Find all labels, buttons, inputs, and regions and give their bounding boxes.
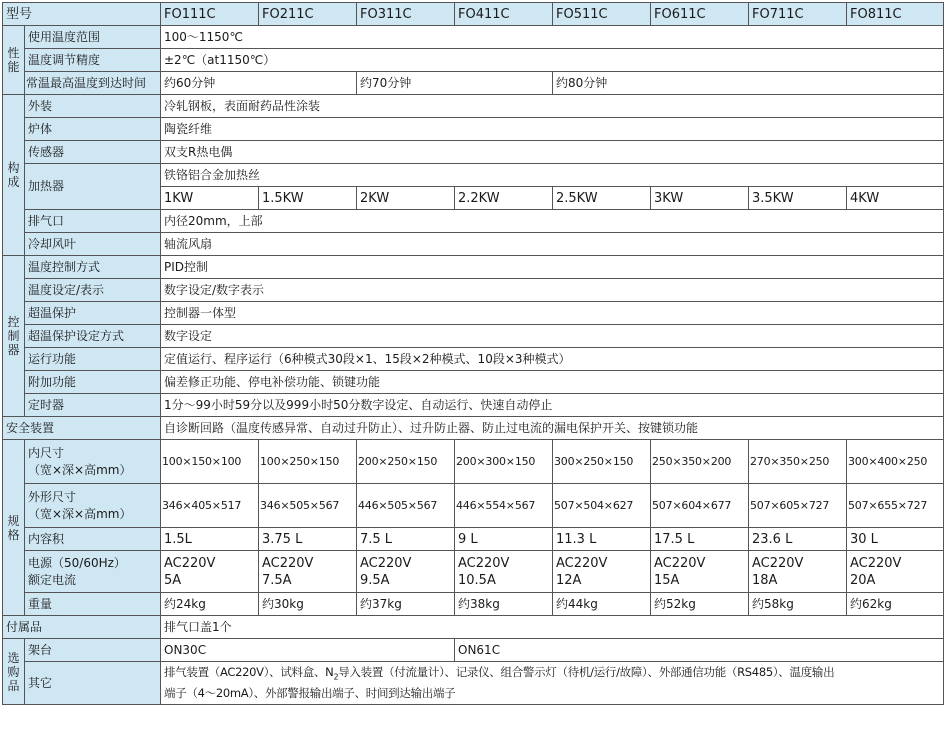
inner-size-cell: 200×300×150 <box>455 440 553 484</box>
inner-size-cell: 270×350×250 <box>749 440 847 484</box>
row-label: 内容积 <box>25 528 161 551</box>
row-label: 排气口 <box>25 210 161 233</box>
outer-size-cell: 346×505×567 <box>259 484 357 528</box>
table-row <box>3 325 944 348</box>
volume-cell: 3.75 L <box>259 528 357 551</box>
power-cell: AC220V 15A <box>651 551 749 593</box>
table-row <box>3 371 944 394</box>
row-value: PID控制 <box>161 256 944 279</box>
row-label <box>25 440 161 484</box>
outer-size-cell: 507×655×727 <box>847 484 944 528</box>
table-row <box>3 440 944 484</box>
table-row <box>3 95 944 118</box>
row-value: 排气口盖1个 <box>161 616 944 639</box>
row-label: 架台 <box>25 639 161 662</box>
power-cell: AC220V 7.5A <box>259 551 357 593</box>
table-row <box>3 302 944 325</box>
heater-power-cell: 1KW <box>161 187 259 210</box>
spec-table <box>2 2 944 705</box>
volume-cell: 11.3 L <box>553 528 651 551</box>
row-value: 自诊断回路（温度传感异常、自动过升防止）、过升防止器、防止过电流的漏电保护开关、按键锁功能 <box>161 417 944 440</box>
row-value: ON61C <box>455 639 944 662</box>
table-row <box>3 417 944 440</box>
weight-cell: 约38kg <box>455 593 553 616</box>
outer-size-cell: 507×504×627 <box>553 484 651 528</box>
heater-power-cell: 3.5KW <box>749 187 847 210</box>
model-cell: FO811C <box>847 3 944 26</box>
inner-size-cell: 100×250×150 <box>259 440 357 484</box>
model-cell: FO711C <box>749 3 847 26</box>
row-label <box>25 484 161 528</box>
row-label: 使用温度范围 <box>25 26 161 49</box>
outer-size-cell: 507×604×677 <box>651 484 749 528</box>
power-label: 电源（50/60Hz） <box>28 555 126 570</box>
weight-cell: 约30kg <box>259 593 357 616</box>
table-row <box>3 72 944 95</box>
row-value: 内径20mm，上部 <box>161 210 944 233</box>
row-label: 安全装置 <box>3 417 161 440</box>
inner-size-cell: 300×250×150 <box>553 440 651 484</box>
table-row <box>3 49 944 72</box>
row-label: 传感器 <box>25 141 161 164</box>
heater-power-cell: 2.2KW <box>455 187 553 210</box>
row-value: 定值运行、程序运行（6种模式30段×1、15段×2种模式、10段×3种模式） <box>161 348 944 371</box>
row-label: 定时器 <box>25 394 161 417</box>
outer-size-cell: 346×405×517 <box>161 484 259 528</box>
outer-size-unit: （宽×深×高mm） <box>28 506 132 521</box>
power-cell: AC220V 10.5A <box>455 551 553 593</box>
volume-cell: 9 L <box>455 528 553 551</box>
row-label: 冷却风叶 <box>25 233 161 256</box>
weight-cell: 约58kg <box>749 593 847 616</box>
inner-size-label: 内尺寸 <box>28 445 65 460</box>
outer-size-label: 外形尺寸 <box>28 489 77 504</box>
header-row <box>3 3 944 26</box>
model-cell: FO211C <box>259 3 357 26</box>
group-performance: 性能 <box>3 26 25 95</box>
row-value: 约60分钟 <box>161 72 357 95</box>
row-label: 附加功能 <box>25 371 161 394</box>
row-value: 约80分钟 <box>553 72 944 95</box>
volume-cell: 1.5L <box>161 528 259 551</box>
heater-power-cell: 3KW <box>651 187 749 210</box>
row-value: 数字设定 <box>161 325 944 348</box>
table-row <box>3 210 944 233</box>
heater-power-cell: 4KW <box>847 187 944 210</box>
row-value: 陶瓷纤维 <box>161 118 944 141</box>
power-cell: AC220V 20A <box>847 551 944 593</box>
row-label: 超温保护设定方式 <box>25 325 161 348</box>
inner-size-unit: （宽×深×高mm） <box>28 462 132 477</box>
row-label: 常温最高温度到达时间 <box>25 72 161 95</box>
row-label: 其它 <box>25 662 161 705</box>
row-value: 数字设定/数字表示 <box>161 279 944 302</box>
model-cell: FO311C <box>357 3 455 26</box>
inner-size-cell: 100×150×100 <box>161 440 259 484</box>
row-value: 双支R热电偶 <box>161 141 944 164</box>
row-value: 100～1150℃ <box>161 26 944 49</box>
weight-cell: 约44kg <box>553 593 651 616</box>
row-value: 冷轧钢板，表面耐药品性涂装 <box>161 95 944 118</box>
table-row <box>3 141 944 164</box>
group-specs: 规格 <box>3 440 25 616</box>
table-row <box>3 394 944 417</box>
volume-cell: 23.6 L <box>749 528 847 551</box>
row-label: 超温保护 <box>25 302 161 325</box>
row-value: 偏差修正功能、停电补偿功能、锁键功能 <box>161 371 944 394</box>
outer-size-cell: 446×554×567 <box>455 484 553 528</box>
table-row <box>3 639 944 662</box>
table-row <box>3 279 944 302</box>
row-value: 控制器一体型 <box>161 302 944 325</box>
current-label: 额定电流 <box>28 572 77 587</box>
row-value: 轴流风扇 <box>161 233 944 256</box>
weight-cell: 约24kg <box>161 593 259 616</box>
heater-power-cell: 2.5KW <box>553 187 651 210</box>
model-cell: FO511C <box>553 3 651 26</box>
model-cell: FO611C <box>651 3 749 26</box>
table-row <box>3 551 944 593</box>
power-cell: AC220V 9.5A <box>357 551 455 593</box>
row-label: 外装 <box>25 95 161 118</box>
heater-power-cell: 2KW <box>357 187 455 210</box>
table-row <box>3 348 944 371</box>
row-label: 付属品 <box>3 616 161 639</box>
row-label: 加热器 <box>25 164 161 210</box>
inner-size-cell: 200×250×150 <box>357 440 455 484</box>
model-cell: FO411C <box>455 3 553 26</box>
row-label: 炉体 <box>25 118 161 141</box>
power-cell: AC220V 18A <box>749 551 847 593</box>
row-value: 约70分钟 <box>357 72 553 95</box>
row-label: 温度设定/表示 <box>25 279 161 302</box>
row-label <box>25 551 161 593</box>
row-label: 温度调节精度 <box>25 49 161 72</box>
table-row <box>3 256 944 279</box>
table-row <box>3 118 944 141</box>
table-row <box>3 484 944 528</box>
group-construction: 构成 <box>3 95 25 256</box>
power-cell: AC220V 12A <box>553 551 651 593</box>
row-label: 重量 <box>25 593 161 616</box>
row-value: 1分～99小时59分以及999小时50分数字设定、自动运行、快速自动停止 <box>161 394 944 417</box>
row-label: 运行功能 <box>25 348 161 371</box>
heater-power-cell: 1.5KW <box>259 187 357 210</box>
table-row <box>3 616 944 639</box>
volume-cell: 17.5 L <box>651 528 749 551</box>
model-header-label: 型号 <box>3 3 161 26</box>
table-row <box>3 233 944 256</box>
weight-cell: 约52kg <box>651 593 749 616</box>
group-controller: 控制器 <box>3 256 25 417</box>
model-cell: FO111C <box>161 3 259 26</box>
table-row <box>3 26 944 49</box>
table-row <box>3 593 944 616</box>
outer-size-cell: 446×505×567 <box>357 484 455 528</box>
row-value: 排气装置（AC220V）、试料盒、$N_2$导入装置（付流量计）、记录仪、组合警示灯（待机/运行/故障）、外部通信功能（RS485）、温度输出 端子（4～20mA）、外部警报输出端子、时间到达输出端子 <box>161 662 944 705</box>
volume-cell: 30 L <box>847 528 944 551</box>
inner-size-cell: 250×350×200 <box>651 440 749 484</box>
row-value: ±2℃（at1150℃） <box>161 49 944 72</box>
row-value: ON30C <box>161 639 455 662</box>
row-label: 温度控制方式 <box>25 256 161 279</box>
outer-size-cell: 507×605×727 <box>749 484 847 528</box>
weight-cell: 约62kg <box>847 593 944 616</box>
table-row <box>3 164 944 187</box>
volume-cell: 7.5 L <box>357 528 455 551</box>
table-row <box>3 662 944 705</box>
row-value: 铁铬铝合金加热丝 <box>161 164 944 187</box>
weight-cell: 约37kg <box>357 593 455 616</box>
group-options: 选购品 <box>3 639 25 705</box>
table-row <box>3 528 944 551</box>
power-cell: AC220V 5A <box>161 551 259 593</box>
inner-size-cell: 300×400×250 <box>847 440 944 484</box>
